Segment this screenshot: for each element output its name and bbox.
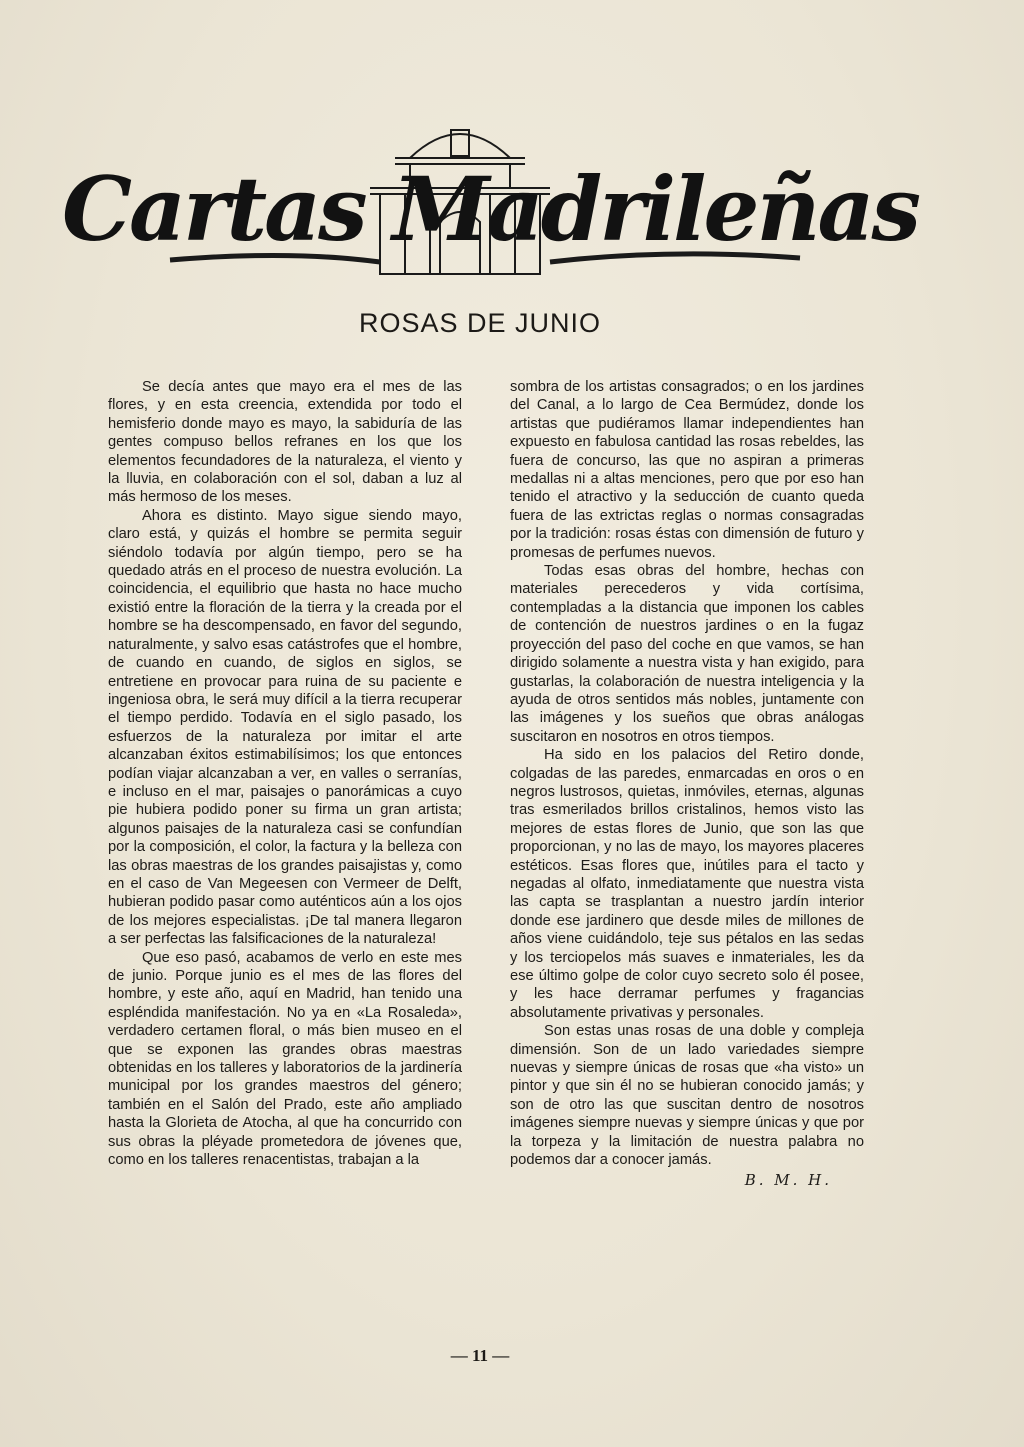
paragraph: Se decía antes que mayo era el mes de las flores, y en esta creencia, extendida por todo el hemisferio donde mayo es mayo, la sabiduría de las gentes compuso bellos refranes en los que los elementos fecundadores de la naturaleza, el viento y la lluvia, en colaboración con el sol, daban a luz al más hermoso de los meses.	[108, 379, 462, 506]
author-signature: B. M. H.	[744, 1171, 832, 1190]
paragraph: Son estas unas rosas de una doble y compleja dimensión. Son de un lado variedades siempre nuevas y siempre únicas de rosas que «ha visto» un pintor y que sin él no se hubieran conocido jamás; y son de otro las que suscitan dentro de nosotros imágenes siempre nuevas y siempre únicas y que por la torpeza y la limitación de nuestra palabra no podemos dar a conocer jamás.	[510, 1023, 864, 1169]
paragraph: Ahora es distinto. Mayo sigue siendo mayo, claro está, y quizás el hombre se permita seguir siéndolo todavía por algún tiempo, pero se ha quedado atrás en el proceso de nuestra evolución. La coincidencia, el equilibrio que hasta no hace mucho existió entre la floración de la tierra y la creada por el hombre se ha descompensado, en favor del segundo, naturalmente, y salvo esas catástrofes que el hombre, de cuando en cuando, de siglos en siglos, se entretiene en provocar para ruina de su paciente e ingeniosa obra, le será muy difícil a la tierra recuperar el tiempo perdido. Todavía en el siglo pasado, los esfuerzos de la naturaleza por imitar el arte alcanzaban éxitos estimabilísimos; los que entonces podían viajar alcanzaban a ver, en valles o serranías, e incluso en el mar, paisajes o panorámicas a cuyo pie hubiera podido poner su firma un gran artista; algunos paisajes de la naturaleza casi se confundían por la composición, el color, la factura y la belleza con las obras maestras de los grandes paisajistas y, como en el caso de Van Megeesen con Vermeer de Delft, hubieran podido pasar como auténticos aún a los ojos de los mejores especialistas. ¡De tal manera llegaron a ser perfectas las falsificaciones de la naturaleza!	[108, 507, 462, 948]
paragraph: Que eso pasó, acabamos de verlo en este mes de junio. Porque junio es el mes de las flores del hombre, y este año, aquí en Madrid, han tenido una espléndida manifestación. No ya en «La Rosaleda», verdadero certamen floral, o más bien museo en el que se exponen las grandes obras maestras obtenidas en los talleres y laboratorios de la jardinería municipal por los grandes maestros del género; también en el Salón del Prado, este año ampliado hasta la Glorieta de Atocha, al que ha concurrido con sus obras la pléyade prometedora de jóvenes que, como en los talleres renacentistas, trabajan a la	[108, 949, 462, 1169]
right-column	[510, 378, 864, 1328]
paragraph: Ha sido en los palacios del Retiro donde, colgadas de las paredes, enmarcadas en oros o en negros lustrosos, quietas, inmóviles, eternas, algunas tras esmerilados brillos cristalinos, hemos visto las mejores de estas flores de Junio, que son las que proporcionan, y no las de mayo, los mayores placeres estéticos. Esas flores que, inútiles para el tacto y negadas al olfato, inmediatamente que nuestra vista las capta se trasplantan a nuestro jardín interior donde ese jardinero que desde miles de millones de años viene cuidándolo, teje sus pétalos en las sedas y los terciopelos más suaves e inmateriales, les da ese último golpe de color cuyo secreto solo él posee, y les hace derramar perfumes y fragancias absolutamente privativas y personales.	[510, 747, 864, 1021]
masthead-illustration	[62, 110, 918, 280]
section-masthead	[62, 110, 918, 280]
paragraph: Todas esas obras del hombre, hechas con materiales perecederos y vida cortísima, contempladas a la distancia que imponen los cables de contención de nuestros jardines o en la fugaz proyección del paso del coche en que vamos, se han dirigido solamente a nuestra vista y han exigido, para gustarlas, la colaboración de nuestra inteligencia y la ayuda de otros sentidos más nobles, juntamente con las imágenes y los sueños que obras análogas suscitaron en nosotros en otros tiempos.	[510, 563, 864, 745]
section-title: Cartas Madrileñas	[62, 157, 918, 261]
paragraph: sombra de los artistas consagrados; o en los jardines del Canal, a lo largo de Cea Bermúdez, donde los artistas que pudiéramos llamar independientes han expuesto en fabulosa cantidad las rosas rebeldes, las fuera de concurso, las que no aspiran a primeras medallas ni a altas menciones, pero que por eso han tenido el atractivo y la seducción de cuanto queda fuera de las extrictas reglas o normas consagradas por la tradición: rosas éstas con dimensión de futuro y promesas de perfumes nuevos.	[510, 379, 864, 561]
article-body	[108, 378, 864, 1328]
article-title: ROSAS DE JUNIO	[358, 308, 602, 338]
left-column	[108, 378, 462, 1328]
page-number: — 11 —	[450, 1346, 510, 1365]
